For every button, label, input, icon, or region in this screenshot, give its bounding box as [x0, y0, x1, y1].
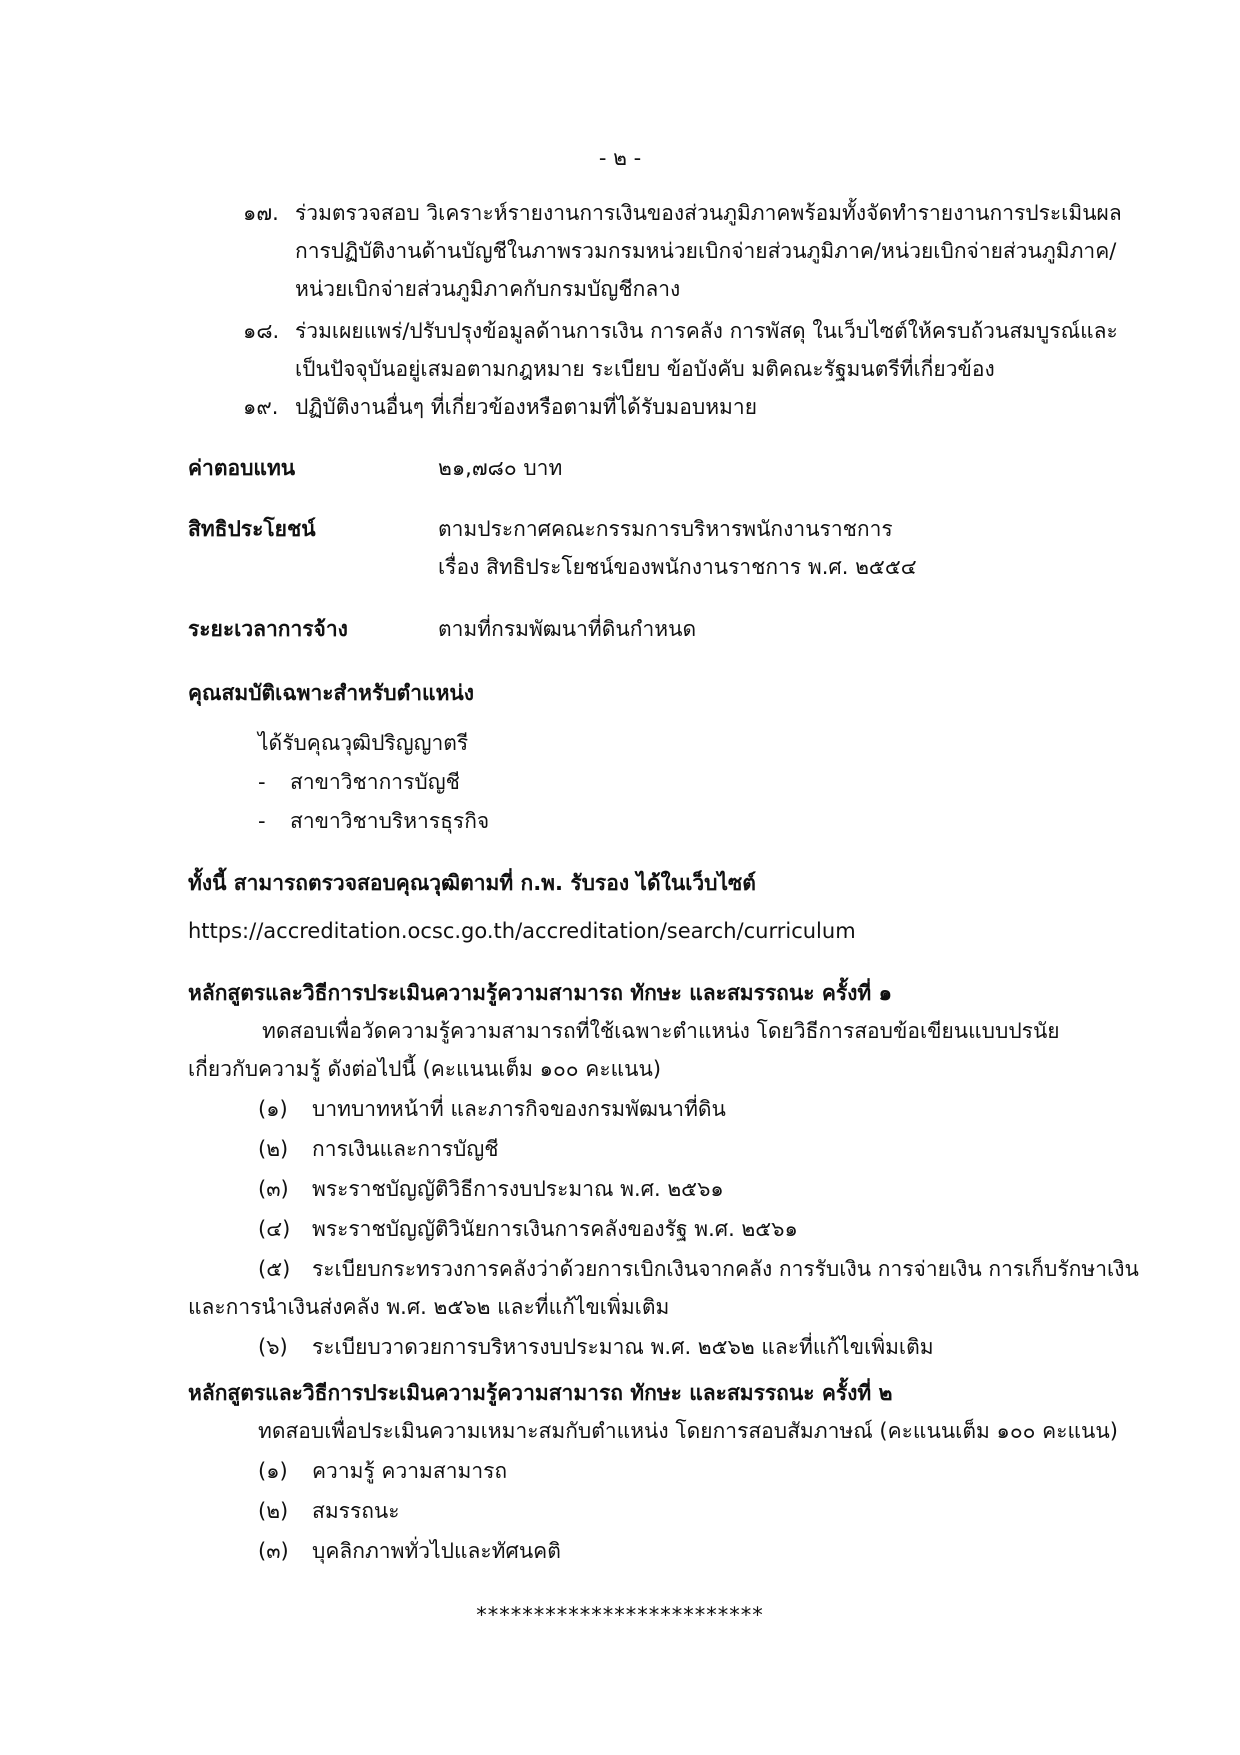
duty-number: ๑๗. — [243, 201, 279, 225]
duty-number: ๑๙. — [243, 395, 279, 419]
round1-item — [258, 1332, 934, 1362]
benefits-line-2: เรื่อง สิทธิประโยชน์ของพนักงานราชการ พ.ศ. ๒๕๕๔ — [438, 555, 917, 579]
round1-item — [258, 1174, 724, 1204]
item-text: พระราชบัญญัติวินัยการเงินการคลังของรัฐ พ.ศ. ๒๕๖๑ — [312, 1217, 798, 1241]
item-text: สมรรถนะ — [312, 1499, 400, 1523]
qualifications-intro: ได้รับคุณวุฒิปริญญาตรี — [258, 731, 469, 755]
item-number: (๓) — [258, 1539, 289, 1563]
item-number: (๑) — [258, 1097, 288, 1121]
employment-period-label: ระยะเวลาการจ้าง — [188, 617, 348, 641]
round2-intro: ทดสอบเพื่อประเมินความเหมาะสมกับตำแหน่ง โดยการสอบสัมภาษณ์ (คะแนนเต็ม ๑๐๐ คะแนน) — [258, 1419, 1118, 1443]
qualifications-heading: คุณสมบัติเฉพาะสำหรับตำแหน่ง — [188, 681, 475, 705]
verify-url[interactable]: https://accreditation.ocsc.go.th/accreditation/search/curriculum — [188, 919, 856, 943]
duty-item-19 — [243, 392, 757, 422]
round2-item — [258, 1496, 400, 1526]
round2-item — [258, 1536, 561, 1566]
round2-heading: หลักสูตรและวิธีการประเมินความรู้ความสามารถ ทักษะ และสมรรถนะ ครั้งที่ ๒ — [188, 1381, 893, 1405]
item-number: (๕) — [258, 1257, 291, 1281]
round1-item — [258, 1134, 499, 1164]
item-number: (๒) — [258, 1137, 289, 1161]
round1-item-continued: และการนำเงินส่งคลัง พ.ศ. ๒๕๖๒ และที่แก้ไขเพิ่มเติม — [188, 1295, 670, 1319]
round2-item — [258, 1456, 507, 1486]
duty-text-continued: หน่วยเบิกจ่ายส่วนภูมิภาคกับกรมบัญชีกลาง — [295, 277, 681, 301]
page-number: - ๒ - — [598, 146, 642, 170]
benefits-line-1: ตามประกาศคณะกรรมการบริหารพนักงานราชการ — [438, 517, 893, 541]
round1-item — [258, 1214, 798, 1244]
round1-item — [258, 1094, 726, 1124]
item-text: บุคลิกภาพทั่วไปและทัศนคติ — [312, 1539, 561, 1563]
round1-item — [258, 1254, 1139, 1284]
item-number: (๓) — [258, 1177, 289, 1201]
round1-intro-line-1: ทดสอบเพื่อวัดความรู้ความสามารถที่ใช้เฉพาะตำแหน่ง โดยวิธีการสอบข้อเขียนแบบปรนัย — [262, 1019, 1060, 1043]
item-text: การเงินและการบัญชี — [312, 1137, 499, 1161]
duty-text-continued: การปฏิบัติงานด้านบัญชีในภาพรวมกรมหน่วยเบิกจ่ายส่วนภูมิภาค/หน่วยเบิกจ่ายส่วนภูมิภาค/ — [295, 239, 1117, 263]
duty-text: ปฏิบัติงานอื่นๆ ที่เกี่ยวข้องหรือตามที่ได้รับมอบหมาย — [295, 395, 757, 419]
item-text: พระราชบัญญัติวิธีการงบประมาณ พ.ศ. ๒๕๖๑ — [312, 1177, 724, 1201]
duty-text: ร่วมเผยแพร่/ปรับปรุงข้อมูลด้านการเงิน การคลัง การพัสดุ ในเว็บไซต์ให้ครบถ้วนสมบูรณ์และ — [295, 319, 1118, 343]
qualification-item-text: สาขาวิชาการบัญชี — [290, 770, 460, 794]
compensation-label: ค่าตอบแทน — [188, 456, 296, 480]
item-number: (๒) — [258, 1499, 289, 1523]
duty-text-continued: เป็นปัจจุบันอยู่เสมอตามกฎหมาย ระเบียบ ข้อบังคับ มติคณะรัฐมนตรีที่เกี่ยวข้อง — [295, 357, 995, 381]
benefits-label: สิทธิประโยชน์ — [188, 517, 316, 541]
duty-number: ๑๘. — [243, 319, 280, 343]
verify-heading: ทั้งนี้ สามารถตรวจสอบคุณวุฒิตามที่ ก.พ. รับรอง ได้ในเว็บไซต์ — [188, 871, 756, 895]
item-number: (๔) — [258, 1217, 291, 1241]
item-text: ระเบียบวาดวยการบริหารงบประมาณ พ.ศ. ๒๕๖๒ และที่แก้ไขเพิ่มเติม — [312, 1335, 934, 1359]
compensation-value: ๒๑,๗๘๐ บาท — [438, 456, 563, 480]
item-text: ระเบียบกระทรวงการคลังว่าด้วยการเบิกเงินจากคลัง การรับเงิน การจ่ายเงิน การเก็บรักษาเงิน — [312, 1257, 1139, 1281]
duty-text: ร่วมตรวจสอบ วิเคราะห์รายงานการเงินของส่วนภูมิภาคพร้อมทั้งจัดทำรายงานการประเมินผล — [295, 201, 1122, 225]
employment-period-value: ตามที่กรมพัฒนาที่ดินกำหนด — [438, 617, 697, 641]
duty-item-18 — [243, 316, 1118, 346]
qualification-item-text: สาขาวิชาบริหารธุรกิจ — [290, 809, 490, 833]
item-number: (๑) — [258, 1459, 288, 1483]
duty-item-17 — [243, 198, 1122, 228]
item-number: (๖) — [258, 1335, 288, 1359]
item-text: บาทบาทหน้าที่ และภารกิจของกรมพัฒนาที่ดิน — [312, 1097, 726, 1121]
item-text: ความรู้ ความสามารถ — [312, 1459, 508, 1483]
round1-intro-line-2: เกี่ยวกับความรู้ ดังต่อไปนี้ (คะแนนเต็ม ๑๐๐ คะแนน) — [188, 1057, 662, 1081]
qualification-item: - สาขาวิชาบริหารธุรกิจ — [258, 809, 490, 833]
end-marker: ************************* — [476, 1603, 764, 1627]
qualification-item: - สาขาวิชาการบัญชี — [258, 770, 460, 794]
round1-heading: หลักสูตรและวิธีการประเมินความรู้ความสามารถ ทักษะ และสมรรถนะ ครั้งที่ ๑ — [188, 981, 892, 1005]
